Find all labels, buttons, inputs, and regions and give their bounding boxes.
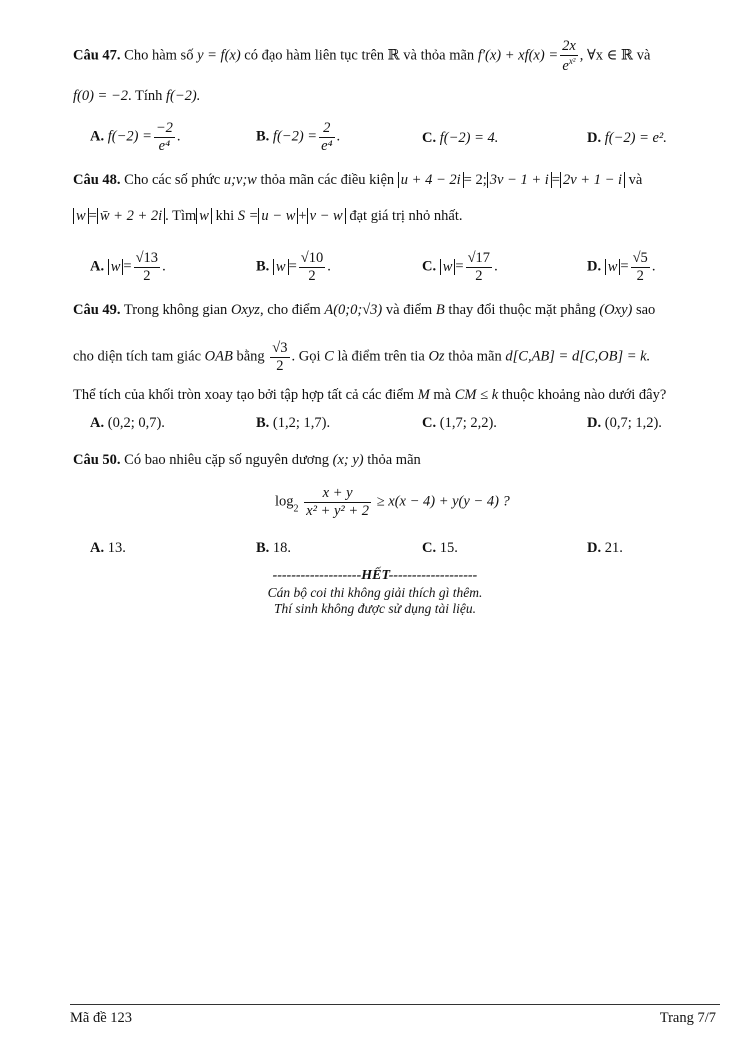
question-text: bằng	[236, 348, 265, 365]
footer-divider	[70, 1004, 720, 1005]
option-expr: (0,2; 0,7).	[107, 415, 165, 431]
option-d[interactable]: D. w = $\frac{√5}{2}$ .	[587, 250, 656, 284]
question-48-line-1	[73, 172, 720, 189]
math-expr: A(0;0;√3)	[324, 302, 383, 318]
page-number: Trang 7/7	[659, 1010, 716, 1026]
question-text: Thể tích của khối tròn xoay tạo bởi tập hợp tất cả các điểm	[73, 387, 415, 403]
question-text: , cho điểm	[259, 302, 321, 318]
math-abs: u − w	[258, 208, 298, 224]
option-value: 15.	[439, 540, 458, 556]
option-d[interactable]	[587, 130, 667, 147]
question-text: thay đổi thuộc mặt phẳng	[448, 302, 596, 318]
question-text: cho diện tích tam giác	[73, 348, 202, 365]
option-b[interactable]	[256, 540, 291, 557]
numerator: √17	[467, 250, 491, 266]
den-exp: x²	[568, 55, 576, 66]
option-d[interactable]	[587, 540, 623, 557]
option-expr: f(−2) = 4.	[439, 130, 499, 146]
option-expr: f(−2) =	[107, 128, 152, 145]
question-text: . Gọi	[291, 348, 321, 365]
denominator: 2	[636, 267, 644, 284]
question-text: đạt giá trị nhỏ nhất.	[349, 208, 463, 224]
denominator	[560, 56, 578, 75]
question-text: sao	[635, 302, 656, 318]
end-marker: -------------------HẾT-------------------	[272, 568, 478, 583]
question-49-line-1	[73, 302, 720, 319]
denominator: 2	[143, 267, 151, 284]
end-note-1: Cán bộ coi thi không giải thích gì thêm.	[267, 585, 483, 600]
option-a[interactable]	[90, 415, 165, 432]
option-key: B.	[256, 128, 270, 145]
denominator: e⁴	[321, 137, 333, 154]
option-key: B.	[256, 258, 270, 275]
question-text: và	[628, 172, 643, 188]
question-text: mà	[433, 387, 452, 403]
log-symbol: log	[275, 493, 294, 510]
math-abs: w	[273, 259, 289, 275]
question-text: Trong không gian	[123, 302, 228, 318]
numerator: 2x	[562, 38, 576, 54]
question-label: Câu 49.	[73, 302, 121, 318]
question-48-line-2	[73, 208, 720, 225]
option-key: D.	[587, 540, 602, 556]
option-c[interactable]: C. w = $\frac{√17}{2}$ .	[422, 250, 498, 284]
math-abs: w	[108, 259, 124, 275]
option-value: 21.	[604, 540, 623, 556]
question-text: . Tìm	[165, 208, 197, 224]
option-tail: .	[176, 128, 181, 145]
math-expr: = 2;	[463, 172, 487, 188]
math-expr: =	[88, 208, 97, 224]
denominator: e⁴	[158, 137, 171, 154]
math-abs: 3v − 1 + i	[487, 172, 552, 188]
question-50-line-1	[73, 452, 720, 469]
option-c[interactable]	[422, 130, 498, 147]
question-text: thỏa mãn	[367, 452, 421, 468]
option-key: A.	[90, 415, 105, 431]
math-expr: B	[435, 302, 445, 318]
inequality	[275, 485, 510, 519]
option-key: C.	[422, 540, 437, 556]
option-key: D.	[587, 130, 602, 146]
numerator: √10	[300, 250, 324, 266]
option-c[interactable]	[422, 540, 458, 557]
math-expr: d[C,AB] = d[C,OB] = k.	[505, 348, 651, 365]
end-note-2: Thí sinh không được sử dụng tài liệu.	[274, 601, 476, 616]
option-value: 18.	[272, 540, 292, 556]
option-key: B.	[256, 540, 270, 556]
den-base: e	[562, 57, 569, 74]
denominator: 2	[475, 267, 483, 284]
option-key: D.	[587, 258, 602, 275]
option-expr: f(−2) = e².	[604, 130, 667, 146]
question-text: thỏa mãn các điều kiện	[260, 172, 395, 188]
fraction	[466, 250, 492, 284]
math-expr: (x; y)	[332, 452, 364, 468]
math-abs: v − w	[307, 208, 346, 224]
numerator: −2	[155, 120, 173, 136]
question-text: là điểm trên tia	[337, 348, 425, 365]
math-abs: w̄ + 2 + 2i	[97, 208, 165, 224]
option-key: A.	[90, 540, 105, 556]
option-a[interactable]	[90, 120, 181, 154]
option-b[interactable]: B. w = $\frac{√10}{2}$ .	[256, 250, 331, 284]
numerator: 2	[319, 120, 334, 138]
math-expr: M	[417, 387, 430, 403]
question-text: . Tính	[128, 88, 163, 104]
question-text: Cho hàm số	[124, 47, 194, 64]
option-expr: (1,7; 2,2).	[439, 415, 497, 431]
math-abs: w	[605, 259, 621, 275]
question-49-line-2	[73, 340, 720, 374]
math-expr: y = f(x)	[197, 47, 241, 64]
log-base: 2	[293, 503, 299, 515]
numerator: √3	[272, 340, 288, 356]
fraction	[299, 250, 325, 284]
math-expr: OAB	[204, 348, 233, 365]
math-expr: f(0) = −2	[73, 88, 129, 104]
fraction	[154, 120, 175, 154]
option-b[interactable]	[256, 415, 330, 432]
math-expr: (Oxy)	[599, 302, 633, 318]
question-text: có đạo hàm liên tục trên ℝ và thỏa mãn	[244, 47, 475, 64]
math-expr: f(−2).	[166, 88, 201, 104]
fraction	[134, 250, 160, 284]
fraction	[560, 38, 578, 74]
question-label: Câu 48.	[73, 172, 121, 188]
fraction	[319, 120, 334, 154]
option-key: A.	[90, 258, 105, 275]
math-expr: Oxyz	[230, 302, 260, 318]
math-expr: S =	[237, 208, 259, 224]
denominator: 2	[308, 267, 316, 284]
numerator: √13	[135, 250, 159, 266]
question-text: khi	[215, 208, 235, 224]
math-expr: ≥ x(x − 4) + y(y − 4) ?	[376, 493, 510, 510]
exam-code: Mã đề 123	[70, 1010, 133, 1026]
math-abs: u + 4 − 2i	[398, 172, 464, 188]
question-47-line-2	[73, 88, 720, 105]
math-expr: =	[551, 172, 560, 188]
option-d[interactable]	[587, 415, 662, 432]
question-label: Câu 47.	[73, 47, 121, 64]
option-expr: f(−2) =	[272, 128, 318, 145]
math-expr: u;v;w	[223, 172, 257, 188]
option-a[interactable]	[90, 540, 126, 557]
option-value: 13.	[107, 540, 126, 556]
option-key: C.	[422, 130, 437, 146]
question-text: thỏa mãn	[448, 348, 502, 365]
question-text: Cho các số phức	[124, 172, 221, 188]
question-49-line-3	[73, 387, 720, 404]
fraction	[304, 485, 371, 519]
math-expr: CM ≤ k	[454, 387, 499, 403]
numerator: √5	[632, 250, 648, 266]
question-47-line-1	[73, 38, 720, 74]
option-expr: (0,7; 1,2).	[604, 415, 662, 431]
option-a[interactable]: A. w = $\frac{√13}{2}$ .	[90, 250, 166, 284]
math-abs: w	[73, 208, 89, 224]
question-text: và điểm	[385, 302, 433, 318]
math-expr: C	[324, 348, 334, 365]
question-text: thuộc khoảng nào dưới đây?	[501, 387, 667, 403]
math-abs: 2v + 1 − i	[560, 172, 625, 188]
denominator: x² + y² + 2	[306, 502, 370, 519]
denominator: 2	[276, 357, 284, 374]
fraction	[270, 340, 289, 374]
fraction	[631, 250, 650, 284]
option-c[interactable]	[422, 415, 497, 432]
option-key: C.	[422, 258, 437, 275]
math-expr: Oz	[428, 348, 445, 365]
math-expr: f′(x) + xf(x) =	[477, 47, 559, 64]
question-text: Có bao nhiêu cặp số nguyên dương	[124, 452, 329, 468]
math-abs: w	[196, 208, 212, 224]
question-label: Câu 50.	[73, 452, 121, 468]
numerator: x + y	[304, 485, 371, 503]
option-tail: .	[336, 128, 341, 145]
math-abs: w	[440, 259, 456, 275]
option-key: B.	[256, 415, 270, 431]
math-expr: +	[298, 208, 307, 224]
option-b[interactable]	[256, 120, 340, 154]
option-key: C.	[422, 415, 437, 431]
option-expr: (1,2; 1,7).	[272, 415, 331, 431]
question-text: , ∀x ∈ ℝ và	[579, 47, 651, 64]
option-key: D.	[587, 415, 602, 431]
option-key: A.	[90, 128, 105, 145]
